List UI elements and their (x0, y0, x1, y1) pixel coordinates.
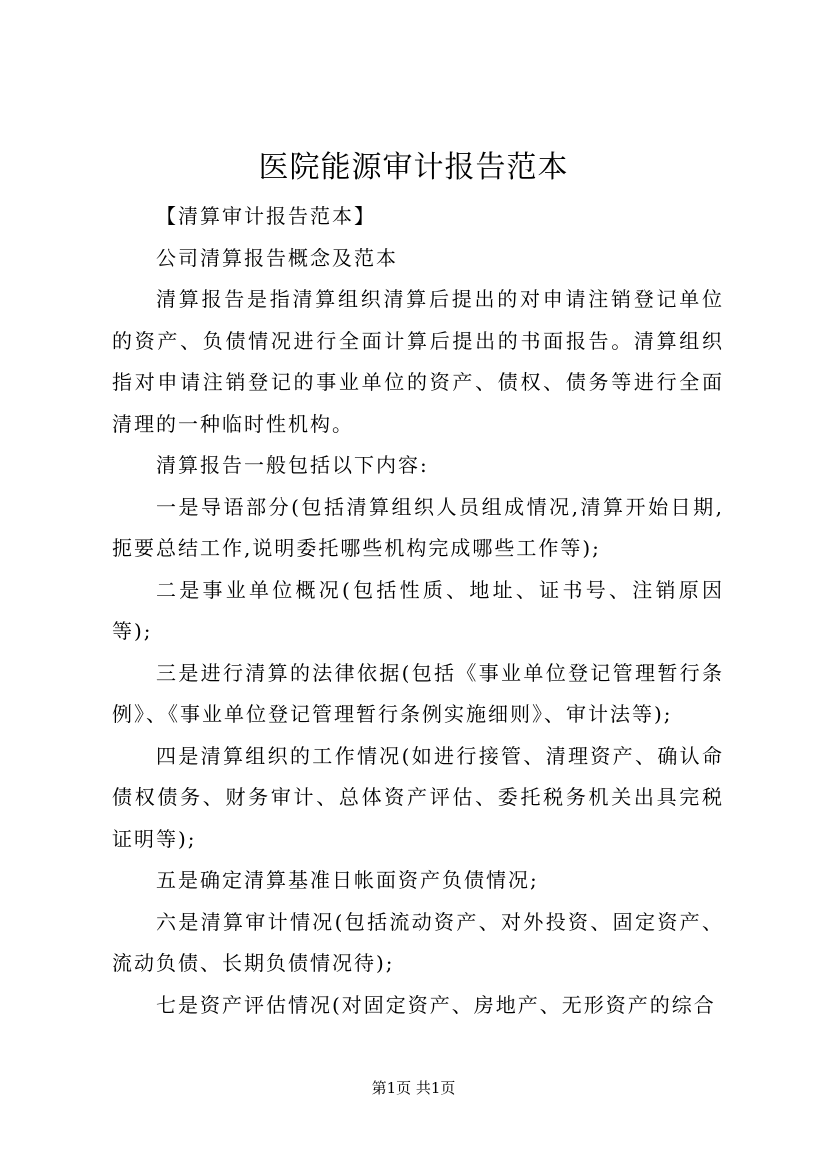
paragraph: 四是清算组织的工作情况(如进行接管、清理资产、确认命债权债务、财务审计、总体资产评估、委托税务机关出具完税证明等); (112, 743, 724, 851)
paragraph: 一是导语部分(包括清算组织人员组成情况,清算开始日期,扼要总结工作,说明委托哪些机构完成哪些工作等); (112, 494, 724, 560)
document-body (112, 196, 724, 1026)
document-title: 医院能源审计报告范本 (258, 150, 569, 185)
paragraph: 【清算审计报告范本】 (156, 204, 376, 228)
paragraph: 七是资产评估情况(对固定资产、房地产、无形资产的综合 (156, 992, 716, 1017)
paragraph: 六是清算审计情况(包括流动资产、对外投资、固定资产、流动负债、长期负债情况待); (112, 909, 724, 975)
page-footer: 第1页 共1页 (371, 1079, 456, 1097)
paragraph: 清算报告是指清算组织清算后提出的对申请注销登记单位的资产、负债情况进行全面计算后提出的书面报告。清算组织指对申请注销登记的事业单位的资产、债权、债务等进行全面清理的一种临时性机构。 (112, 287, 724, 436)
paragraph: 三是进行清算的法律依据(包括《事业单位登记管理暂行条例》、《事业单位登记管理暂行条例实施细则》、审计法等); (112, 660, 724, 726)
paragraph: 公司清算报告概念及范本 (156, 245, 398, 270)
paragraph: 五是确定清算基准日帐面资产负债情况; (156, 868, 539, 892)
paragraph: 清算报告一般包括以下内容: (156, 453, 429, 477)
paragraph: 二是事业单位概况(包括性质、地址、证书号、注销原因等); (112, 577, 724, 643)
